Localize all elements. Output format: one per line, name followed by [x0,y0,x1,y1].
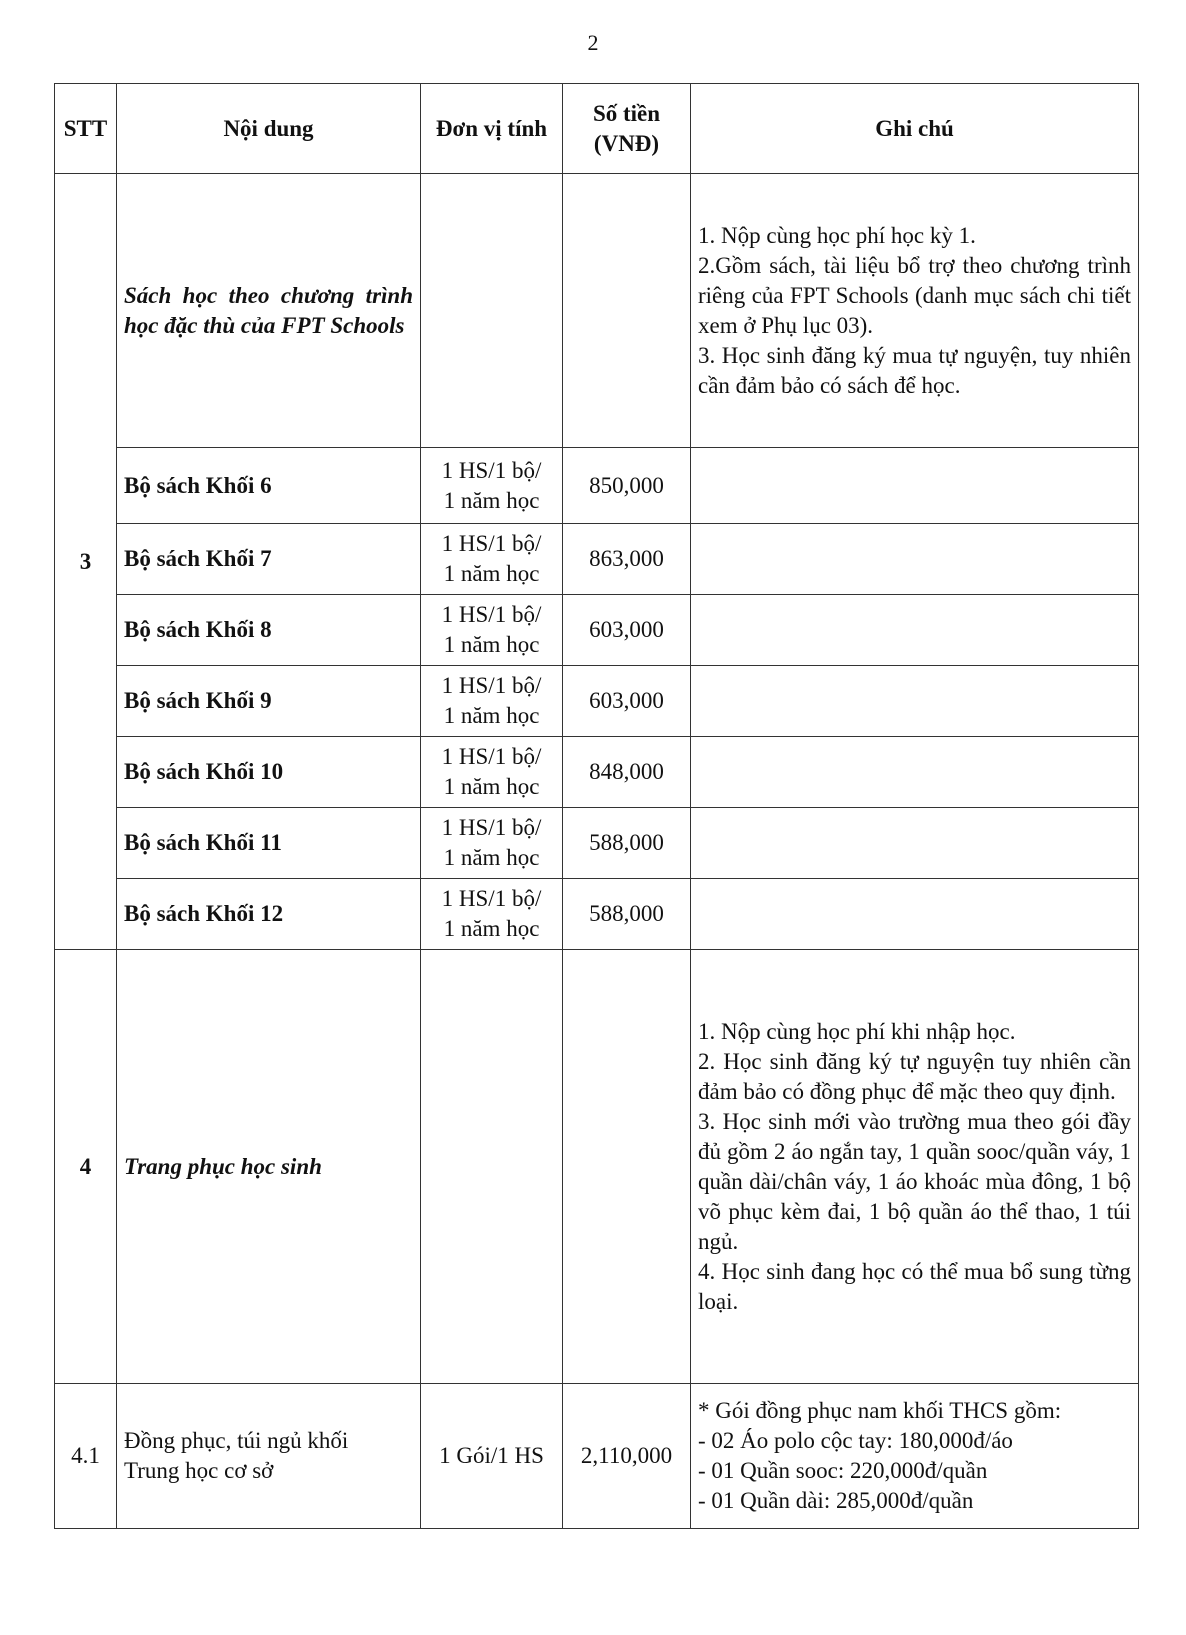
item41-note-1: * Gói đồng phục nam khối THCS gồm: [698,1398,1062,1423]
page-number: 2 [587,30,599,55]
item41-unit: 1 Gói/1 HS [421,1384,563,1529]
table-row [55,595,1139,666]
unit-line2: 1 năm học [443,561,540,586]
section4-row [55,950,1139,1384]
book-set-unit [421,524,563,595]
book-set-unit [421,808,563,879]
table-row [55,448,1139,524]
unit-line2: 1 năm học [443,774,540,799]
section4-amount-empty [563,950,691,1384]
book-set-note [691,448,1139,524]
book-set-name: Bộ sách Khối 9 [117,666,421,737]
unit-line2: 1 năm học [443,703,540,728]
unit-line1: 1 HS/1 bộ/ [441,602,542,627]
unit-line2: 1 năm học [443,916,540,941]
book-set-amount: 850,000 [563,448,691,524]
section4-unit-empty [421,950,563,1384]
book-set-amount: 588,000 [563,879,691,950]
header-amount-line2: (VNĐ) [593,130,660,156]
section3-title: Sách học theo chương trình học đặc thù của FPT Schools [117,174,421,448]
table-row [55,737,1139,808]
book-set-name: Bộ sách Khối 6 [117,448,421,524]
item41-row [55,1384,1139,1529]
unit-line2: 1 năm học [443,632,540,657]
item41-note-3: - 01 Quần sooc: 220,000đ/quần [698,1458,988,1483]
book-set-name: Bộ sách Khối 10 [117,737,421,808]
section4-title: Trang phục học sinh [117,950,421,1384]
table-row [55,524,1139,595]
book-set-name: Bộ sách Khối 12 [117,879,421,950]
item41-name-line1: Đồng phục, túi ngủ khối [124,1428,349,1453]
section4-note-3: 3. Học sinh mới vào trường mua theo gói đầy đủ gồm 2 áo ngắn tay, 1 quần sooc/quần váy, 1 quần dài/chân váy, 1 áo khoác mùa đông, 1 bộ võ phục kèm đai, 1 bộ quần áo thể thao, 1 túi ngủ. [698,1108,1131,1254]
item41-note-4: - 01 Quần dài: 285,000đ/quần [698,1488,974,1513]
book-set-note [691,737,1139,808]
table-row [55,879,1139,950]
book-set-amount: 603,000 [563,666,691,737]
section3-note-2: 2.Gồm sách, tài liệu bổ trợ theo chương trình riêng của FPT Schools (danh mục sách chi tiết xem ở Phụ lục 03). [698,252,1131,338]
book-set-unit [421,448,563,524]
item41-notes [691,1384,1139,1529]
section3-unit-empty [421,174,563,448]
book-set-name: Bộ sách Khối 11 [117,808,421,879]
book-set-unit [421,737,563,808]
section3-amount-empty [563,174,691,448]
book-set-note [691,524,1139,595]
section4-note-1: 1. Nộp cùng học phí khi nhập học. [698,1018,1016,1044]
unit-line1: 1 HS/1 bộ/ [441,457,542,483]
table-header-row [55,84,1139,174]
table-row [55,666,1139,737]
header-unit: Đơn vị tính [421,84,563,174]
unit-line2: 1 năm học [443,845,540,870]
unit-line1: 1 HS/1 bộ/ [441,744,542,769]
section4-stt: 4 [55,950,117,1384]
header-amount [563,84,691,174]
book-set-note [691,595,1139,666]
unit-line1: 1 HS/1 bộ/ [441,886,542,911]
book-set-note [691,666,1139,737]
fee-table [54,83,1139,1529]
unit-line1: 1 HS/1 bộ/ [441,673,542,698]
book-set-amount: 588,000 [563,808,691,879]
section3-note-3: 3. Học sinh đăng ký mua tự nguyện, tuy nhiên cần đảm bảo có sách để học. [698,342,1131,398]
header-content: Nội dung [117,84,421,174]
header-amount-line1: Số tiền [592,100,661,126]
book-set-note [691,879,1139,950]
table-row [55,808,1139,879]
header-note: Ghi chú [691,84,1139,174]
book-set-amount: 603,000 [563,595,691,666]
book-set-unit [421,595,563,666]
item41-stt: 4.1 [55,1384,117,1529]
book-set-amount: 848,000 [563,737,691,808]
section3-stt: 3 [55,174,117,950]
unit-line2: 1 năm học [443,487,540,513]
item41-name-line2: Trung học cơ sở [124,1458,274,1483]
item41-amount: 2,110,000 [563,1384,691,1529]
section4-note-4: 4. Học sinh đang học có thể mua bổ sung từng loại. [698,1258,1131,1314]
item41-note-2: - 02 Áo polo cộc tay: 180,000đ/áo [698,1428,1013,1453]
unit-line1: 1 HS/1 bộ/ [441,531,542,556]
section3-note-1: 1. Nộp cùng học phí học kỳ 1. [698,222,976,248]
book-set-note [691,808,1139,879]
book-set-name: Bộ sách Khối 7 [117,524,421,595]
book-set-unit [421,666,563,737]
section3-title-row [55,174,1139,448]
item41-name [117,1384,421,1529]
section3-notes [691,174,1139,448]
header-stt: STT [55,84,117,174]
book-set-unit [421,879,563,950]
unit-line1: 1 HS/1 bộ/ [441,815,542,840]
section4-note-2: 2. Học sinh đăng ký tự nguyện tuy nhiên cần đảm bảo có đồng phục để mặc theo quy định. [698,1048,1131,1104]
book-set-amount: 863,000 [563,524,691,595]
book-set-name: Bộ sách Khối 8 [117,595,421,666]
section4-notes [691,950,1139,1384]
